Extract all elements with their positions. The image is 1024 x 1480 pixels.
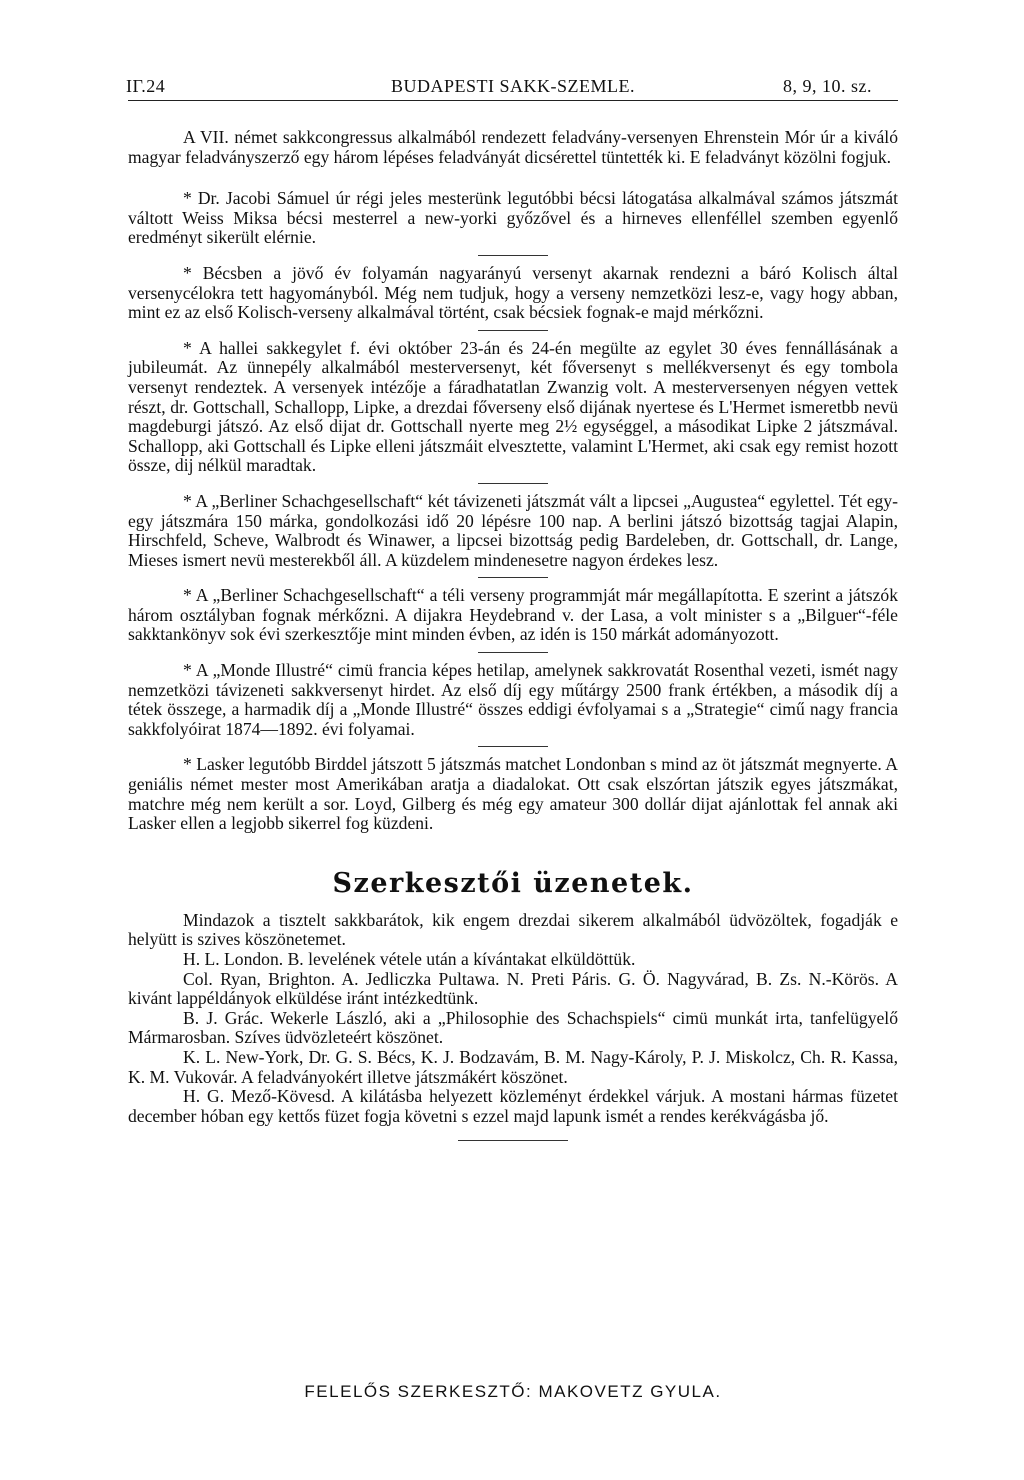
editorial-messages [128, 911, 898, 1127]
news-paragraph: * A „Monde Illustré“ cimü francia képes hetilap, amelynek sakkrovatát Rosenthal vezeti, ismét nagy nemzetközi távizeneti sakkversenyt hirdet. Az első díj egy műtárgy 2500 frank értékben, a második díj a tétek összege, a harmadik díj a „Monde Illustré“ összes eddigi évfolyamai s a „Strategie“ cimű nagy francia sakkfolyóirat 1874—1892. évi folyamai. [128, 660, 898, 739]
message-paragraph: Col. Ryan, Brighton. A. Jedliczka Pultawa. N. Preti Páris. G. Ö. Nagyvárad, B. Zs. N.-Körös. A kivánt lappéldányok elküldése iránt intézkedtünk. [128, 968, 898, 1009]
journal-title: BUDAPESTI SAKK-SZEMLE. [390, 76, 635, 96]
issue-number: 8, 9, 10. sz. [783, 76, 872, 96]
message-paragraph: H. G. Mező-Kövesd. A kilátásba helyezett közleményt érdekkel várjuk. A mostani hármas füzetet december hóban egy kettős füzet fogja követni s ezzel majd lapunk ismét a rendes kerékvágásba jő. [128, 1086, 898, 1126]
separator-rule [478, 652, 548, 653]
message-paragraph: Mindazok a tisztelt sakkbarátok, kik engem drezdai sikerem alkalmából üdvözöltek, fogadják e helyütt is szives köszönetemet. [128, 909, 898, 950]
separator-rule [478, 746, 548, 747]
news-paragraph: * Bécsben a jövő év folyamán nagyarányú versenyt akarnak rendezni a báró Kolisch által versenycélokra tett hagyományból. Még nem tudjuk, hogy a verseny nemzetközi lesz-e, vagy hogy abban, mint ez az első Kolisch-verseny alkalmával történt, csak bécsiek fognak-e majd mérkőzni. [128, 262, 898, 323]
message-paragraph: K. L. New-York, Dr. G. S. Bécs, K. J. Bodzavám, B. M. Nagy-Károly, P. J. Miskolcz, Ch. R. Kassa, K. M. Vukovár. A feladványokért illetve játszmákért köszönet. [128, 1046, 898, 1087]
news-paragraph: * A hallei sakkegylet f. évi október 23-án és 24-én megülte az egylet 30 éves fennállásának a jubileumát. Az ünnepély alkalmából mesterversenyt, két főversenyt s mellékversenyt és egy tombola versenyt rendeztek. A versenyek intézője a fáradhatatlan Zwanzig volt. A mesterversenyen négyen vettek részt, dr. Gottschall, Schallopp, Lipke, a drezdai főverseny első dijának nyertese és L'Hermet ismeretbb nevü magdeburgi játszó. Az első dijat dr. Gottschall nyerte meg 2½ egységgel, a másodikat Lipke 2 játszmával. Schallopp, aki Gottschall és Lipke elleni játszmáit elvesztette, valamint L'Hermet, aki csak egy remist hozott össze, dij nélkül maradtak. [128, 337, 898, 476]
separator-rule [478, 483, 548, 484]
section-title: Szerkesztői üzenetek. [332, 867, 694, 899]
message-paragraph: H. L. London. B. levelének vétele után a kívántakat elküldöttük. [183, 949, 636, 969]
news-paragraph: * Dr. Jacobi Sámuel úr régi jeles mesterünk legutóbbi bécsi látogatása alkalmával számos játszmát váltott Weiss Miksa bécsi mesterrel a new-yorki győzővel és a hirneves ellenféllel szemben egyenlő eredményt sikerült elérnie. [128, 188, 898, 248]
news-paragraph: * A „Berliner Schachgesellschaft“ két távizeneti játszmát vált a lipcsei „Augustea“ egylettel. Tét egy-egy játszmára 150 márka, gondolkozási idő 20 lépésre 100 nap. A berlini játszó bizottság tagjai Alapin, Hirschfeld, Scheve, Walbrodt és Winawer, a lipcsei bizottság pedig Bardeleben, dr. Gottschall, dr. Lange, Mieses ismert nevü mesterekből áll. A küzdelem mindenesetre nagyon érdekes lesz. [128, 490, 898, 570]
editor-footer: FELELŐS SZERKESZTŐ: MAKOVETZ GYULA. [304, 1382, 722, 1401]
message-paragraph: B. J. Grác. Wekerle László, aki a „Philosophie des Schachspiels“ cimü munkát irta, tanfelügyelő Mármarosban. Szíves üdvözleteért köszönet. [128, 1007, 898, 1048]
article-body [128, 128, 898, 1141]
separator-rule [478, 255, 548, 256]
news-paragraph: * Lasker legutóbb Birddel játszott 5 játszmás matchet Londonban s mind az öt játszmát megnyerte. A geniális német mester most Amerikában aratja a diadalokat. Ott csak elszórtan játszik egyes játszmákat, matchre még nem került a sor. Loyd, Gilberg és még egy amateur 300 dollár dijat ajánlottak fel annak aki Lasker ellen a legjobb sikerrel fog küzdeni. [128, 754, 898, 834]
separator-rule [478, 577, 548, 578]
page-number: ΙΓ.24 [126, 76, 166, 96]
news-paragraph: A VII. német sakkcongressus alkalmából rendezett feladvány-versenyen Ehrenstein Mór úr a kiváló magyar feladványszerző egy három lépéses feladványát dicsérettel tüntették ki. E feladványt közölni fogjuk. [128, 127, 898, 167]
separator-rule [478, 330, 548, 331]
news-paragraph: * A „Berliner Schachgesellschaft“ a téli verseny programmját már megállapította. E szerint a játszók három osztályban fognak mérkőzni. A dijakra Heydebrand v. der Lasa, a volt minister s a „Bilguer“-féle sakktankönyv sok évi szerkesztője mint minden évben, az idén is 150 márkát adományozott. [128, 585, 898, 645]
running-header [128, 76, 898, 101]
separator-rule [458, 1140, 568, 1141]
